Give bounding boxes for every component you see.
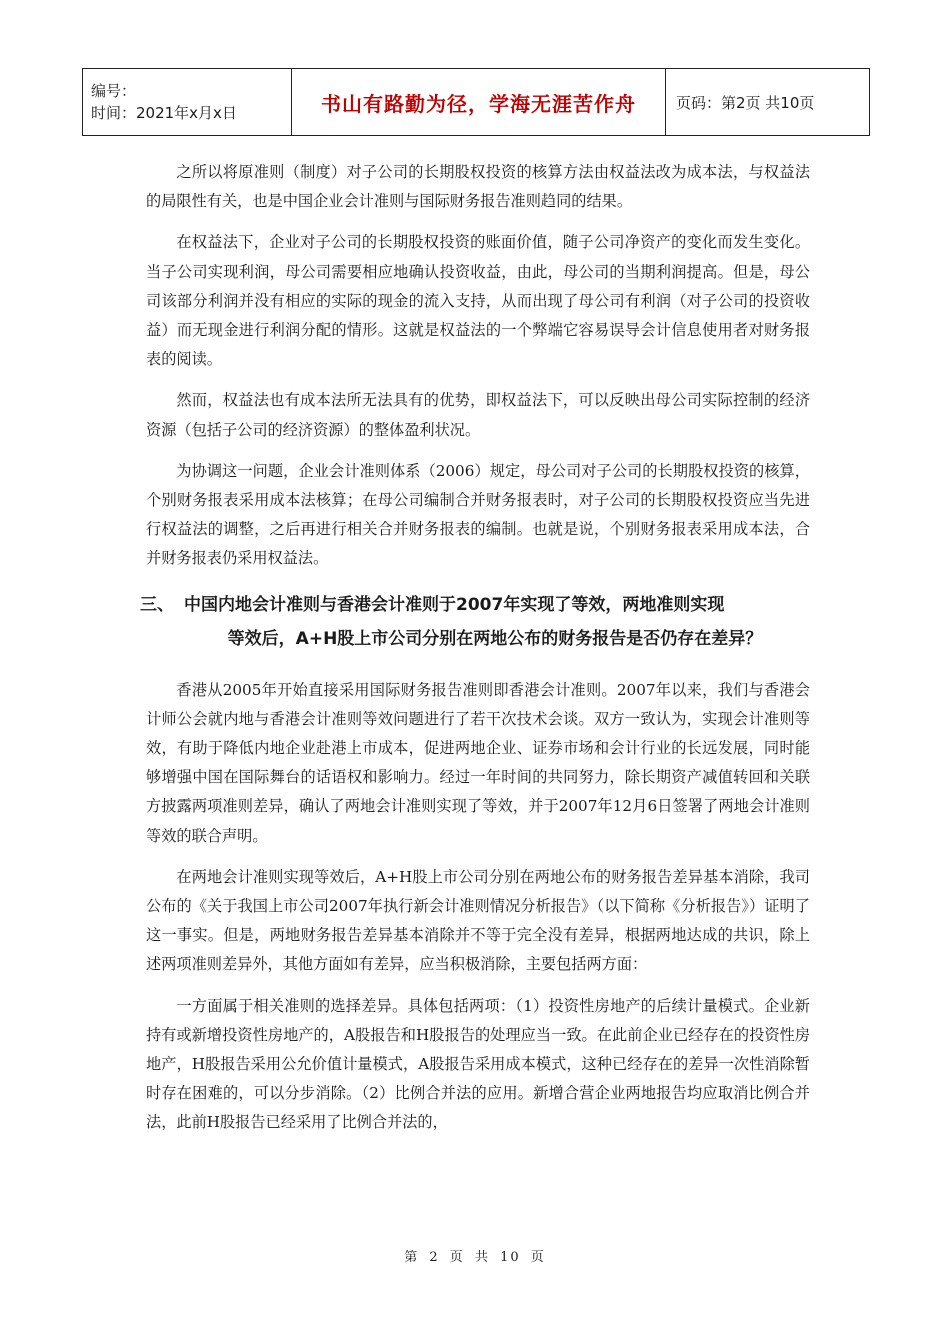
document-body: [140, 158, 810, 1150]
header-page-info: 页码：第2页 共10页: [666, 69, 870, 136]
header-motto: 书山有路勤为径，学海无涯苦作舟: [292, 69, 666, 136]
footer-total-pages: 10: [500, 1250, 521, 1265]
paragraph: 为协调这一问题，企业会计准则体系（2006）规定，母公司对子公司的长期股权投资的核算，个别财务报表采用成本法核算；在母公司编制合并财务报表时，对子公司的长期股权投资应当先进行权益法的调整，之后再进行相关合并财务报表的编制。也就是说，个别财务报表采用成本法，合并财务报表仍采用权益法。: [146, 461, 810, 568]
paragraph: 然而，权益法也有成本法所无法具有的优势，即权益法下，可以反映出母公司实际控制的经济资源（包括子公司的经济资源）的整体盈利状况。: [146, 391, 810, 439]
section-heading: [140, 588, 810, 656]
footer-ye: 页: [449, 1250, 465, 1265]
paragraph: 香港从2005年开始直接采用国际财务报告准则即香港会计准则。2007年以来，我们与香港会计师公会就内地与香港会计准则等效问题进行了若干次技术会谈。双方一致认为，实现会计准则等效，有助于降低内地企业赴港上市成本，促进两地企业、证券市场和会计行业的长远发展，同时能够增强中国在国际舞台的话语权和影响力。经过一年时间的共同努力，除长期资产减值转回和关联方披露两项准则差异，确认了两地会计准则实现了等效，并于2007年12月6日签署了两地会计准则等效的联合声明。: [146, 680, 810, 845]
paragraph: 在两地会计准则实现等效后，A+H股上市公司分别在两地公布的财务报告差异基本消除，我司公布的《关于我国上市公司2007年执行新会计准则情况分析报告》（以下简称《分析报告》）证明了这一事实。但是，两地财务报告差异基本消除并不等于完全没有差异，根据两地达成的共识，除上述两项准则差异外，其他方面如有差异，应当积极消除，主要包括两方面：: [146, 867, 810, 974]
footer-gong: 共: [474, 1250, 490, 1265]
section-title-line1: 中国内地会计准则与香港会计准则于2007年实现了等效，两地准则实现: [184, 594, 725, 615]
footer-ye-2: 页: [530, 1250, 546, 1265]
section-number: 三、: [140, 594, 174, 615]
page-footer: [0, 1246, 950, 1265]
paragraph: 之所以将原准则（制度）对子公司的长期股权投资的核算方法由权益法改为成本法，与权益法的局限性有关，也是中国企业会计准则与国际财务报告准则趋同的结果。: [146, 163, 810, 211]
header-left-cell: [83, 69, 292, 136]
paragraph: 在权益法下，企业对子公司的长期股权投资的账面价值，随子公司净资产的变化而发生变化。当子公司实现利润，母公司需要相应地确认投资收益，由此，母公司的当期利润提高。但是，母公司该部分利润并没有相应的实际的现金的流入支持，从而出现了母公司有利润（对子公司的投资收益）而无现金进行利润分配的情形。这就是权益法的一个弊端它容易误导会计信息使用者对财务报表的阅读。: [146, 233, 810, 369]
header-code-label: 编号：: [91, 82, 137, 100]
page-header: [82, 68, 870, 136]
paragraph: 一方面属于相关准则的选择差异。具体包括两项：（1）投资性房地产的后续计量模式。企业新持有或新增投资性房地产的，A股报告和H股报告的处理应当一致。在此前企业已经存在的投资性房地产，H股报告采用公允价值计量模式，A股报告采用成本模式，这种已经存在的差异一次性消除暂时存在困难的，可以分步消除。（2）比例合并法的应用。新增合营企业两地报告均应取消比例合并法，此前H股报告已经采用了比例合并法的，: [146, 996, 810, 1132]
footer-di: 第: [404, 1250, 420, 1265]
header-date: 时间：2021年x月x日: [91, 104, 237, 122]
section-title-line2: 等效后，A+H股上市公司分别在两地公布的财务报告是否仍存在差异？: [227, 628, 763, 649]
footer-page-number: 2: [429, 1250, 440, 1265]
